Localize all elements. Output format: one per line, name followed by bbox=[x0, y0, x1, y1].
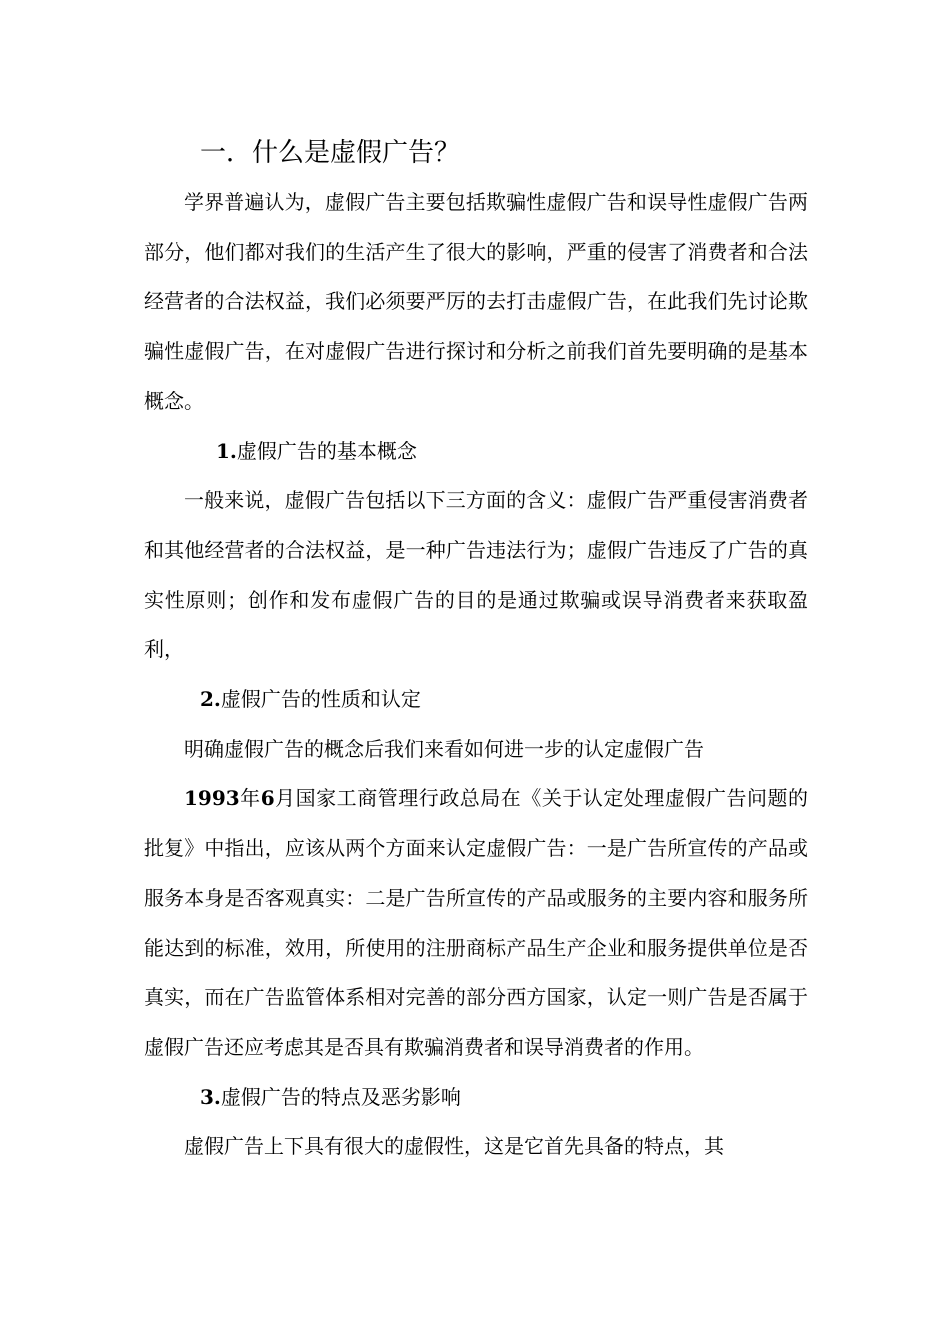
year-suffix: 年 bbox=[239, 786, 261, 811]
year-text: 1993 bbox=[184, 786, 240, 811]
paragraph-identification-intro: 明确虚假广告的概念后我们来看如何进一步的认定虚假广告 bbox=[184, 736, 704, 761]
document-page bbox=[144, 128, 808, 1172]
month-text: 6 bbox=[260, 786, 275, 811]
section-heading-1 bbox=[144, 427, 808, 477]
section-heading-3 bbox=[144, 1073, 808, 1123]
paragraph-characteristics: 虚假广告上下具有很大的虚假性，这是它首先具备的特点，其 bbox=[184, 1134, 724, 1159]
paragraph-intro: 学界普遍认为，虚假广告主要包括欺骗性虚假广告和误导性虚假广告两部分，他们都对我们的生活产生了很大的影响，严重的侵害了消费者和合法经营者的合法权益，我们必须要严厉的去打击虚假广告，在此我们先讨论欺骗性虚假广告，在对虚假广告进行探讨和分析之前我们首先要明确的是基本概念。 bbox=[144, 190, 808, 413]
section-title: 虚假广告的特点及恶劣影响 bbox=[220, 1084, 461, 1109]
paragraph-definition: 一般来说，虚假广告包括以下三方面的含义：虚假广告严重侵害消费者和其他经营者的合法权益，是一种广告违法行为；虚假广告违反了广告的真实性原则；创作和发布虚假广告的目的是通过欺骗或误导消费者来获取盈利， bbox=[144, 488, 808, 662]
page-title: 一．什么是虚假广告？ bbox=[200, 138, 461, 168]
section-number: 3. bbox=[200, 1084, 221, 1109]
section-title: 虚假广告的基本概念 bbox=[236, 438, 417, 463]
section-number: 1. bbox=[216, 438, 237, 463]
section-number: 2. bbox=[200, 687, 221, 712]
paragraph-identification-detail bbox=[144, 774, 808, 1072]
section-title: 虚假广告的性质和认定 bbox=[220, 687, 421, 712]
section-heading-2 bbox=[144, 675, 808, 725]
paragraph-body: 月国家工商管理行政总局在《关于认定处理虚假广告问题的批复》中指出，应该从两个方面来认定虚假广告：一是广告所宣传的产品或服务本身是否客观真实：二是广告所宣传的产品或服务的主要内容和服务所能达到的标准，效用，所使用的注册商标产品生产企业和服务提供单位是否真实，而在广告监管体系相对完善的部分西方国家，认定一则广告是否属于虚假广告还应考虑其是否具有欺骗消费者和误导消费者的作用。 bbox=[144, 786, 809, 1059]
